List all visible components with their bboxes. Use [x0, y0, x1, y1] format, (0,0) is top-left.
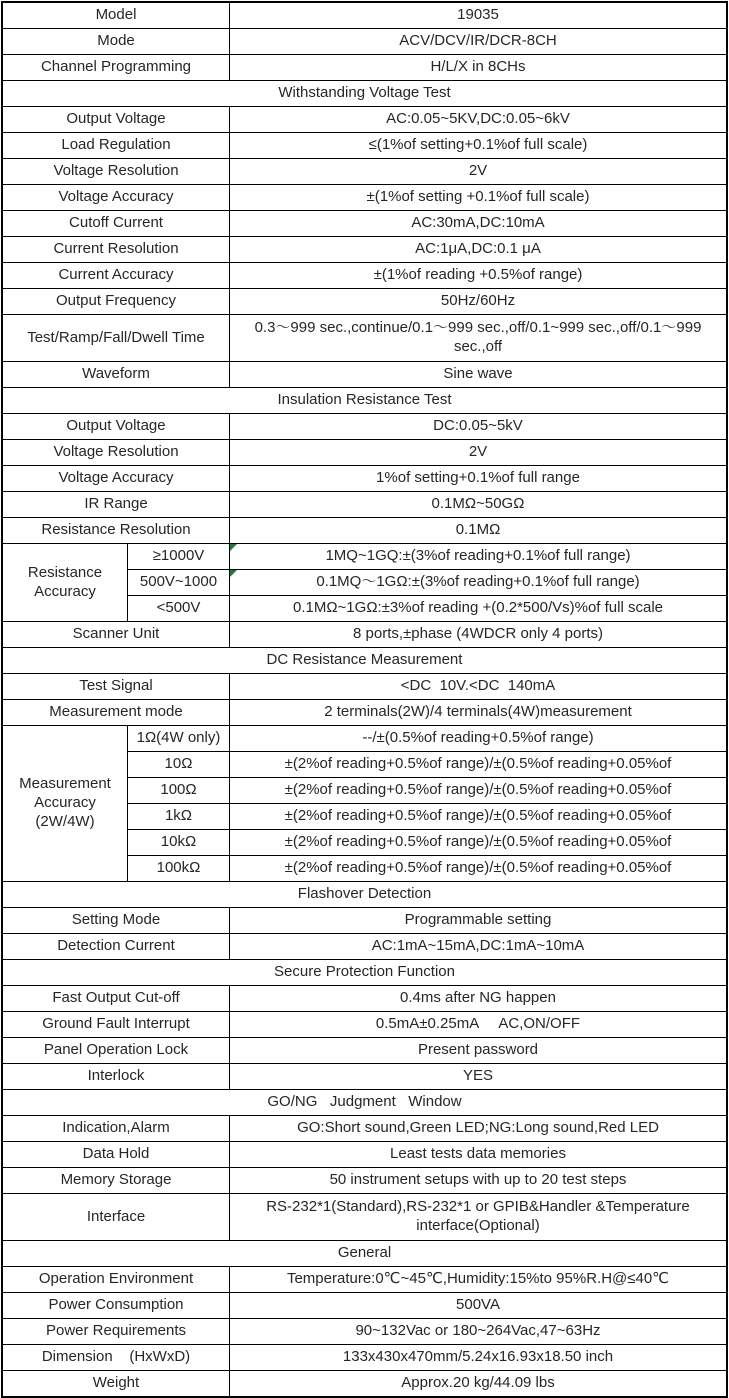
spec-row: [3, 414, 726, 440]
sub-value-cell: ±(2%of reading+0.5%of range)/±(0.5%of reading+0.05%of: [284, 859, 672, 877]
spec-label-cell: Test Signal: [3, 674, 230, 699]
spec-value-cell: DC:0.05~5kV: [433, 417, 523, 435]
group-subrow: [128, 856, 726, 881]
spec-label-cell: Fast Output Cut-off: [3, 986, 230, 1011]
spec-value-cell: 2 terminals(2W)/4 terminals(4W)measurement: [324, 703, 632, 721]
section-row: [3, 648, 726, 674]
spec-value-cell: 133x430x470mm/5.24x16.93x18.50 inch: [342, 1348, 614, 1366]
spec-value-cell: Approx.20 kg/44.09 lbs: [401, 1374, 555, 1392]
group-subrow: [128, 830, 726, 856]
spec-row: [3, 1116, 726, 1142]
spec-value-cell: Present password: [417, 1041, 539, 1059]
section-row: [3, 882, 726, 908]
spec-value-cell: 2V: [468, 162, 488, 180]
spec-value-cell: AC:1mA~15mA,DC:1mA~10mA: [371, 937, 585, 955]
spec-row: [3, 674, 726, 700]
spec-row: [3, 263, 726, 289]
spec-value-cell: AC:30mA,DC:10mA: [411, 214, 545, 232]
spec-label-cell: Voltage Accuracy: [3, 466, 230, 491]
spec-label-cell: Output Frequency: [3, 289, 230, 314]
green-corner-flag-icon: [230, 570, 237, 577]
group-subrow: [128, 544, 726, 570]
spec-value-cell: 50Hz/60Hz: [440, 292, 516, 310]
spec-value-cell: 0.1MΩ: [455, 521, 501, 539]
spec-row: [3, 1012, 726, 1038]
group-subrow: [128, 726, 726, 752]
spec-table: [1, 1, 728, 1398]
spec-label-cell: Power Consumption: [3, 1293, 230, 1318]
spec-row: [3, 185, 726, 211]
spec-value-cell: Sine wave: [443, 365, 513, 383]
spec-row: [3, 237, 726, 263]
spec-label-cell: Model: [3, 3, 230, 28]
spec-row: [3, 107, 726, 133]
spec-label-cell: Interlock: [3, 1064, 230, 1089]
spec-row: [3, 1293, 726, 1319]
spec-row: [3, 289, 726, 315]
spec-label-cell: Channel Programming: [3, 55, 230, 80]
spec-value-cell: 50 instrument setups with up to 20 test steps: [329, 1171, 627, 1189]
section-header: Withstanding Voltage Test: [278, 84, 451, 102]
spec-label-cell: Dimension (HxWxD): [3, 1345, 230, 1370]
spec-value-cell: ≤(1%of setting+0.1%of full scale): [368, 136, 588, 154]
spec-label-cell: Voltage Accuracy: [3, 185, 230, 210]
spec-row: [3, 1319, 726, 1345]
spec-label-cell: Measurement mode: [3, 700, 230, 725]
spec-group-row: [3, 544, 726, 622]
section-header: GO/NG Judgment Window: [267, 1093, 462, 1111]
spec-row: [3, 622, 726, 648]
section-row: [3, 81, 726, 107]
spec-value-cell: <DC 10V.<DC 140mA: [400, 677, 556, 695]
group-subrow: [128, 752, 726, 778]
section-header: Secure Protection Function: [274, 963, 455, 981]
group-subrows: [128, 544, 726, 621]
spec-label-cell: Data Hold: [3, 1142, 230, 1167]
sub-range-cell: ≥1000V: [128, 544, 230, 569]
spec-label-cell: Operation Environment: [3, 1267, 230, 1292]
spec-row: [3, 1371, 726, 1396]
sub-value-cell: --/±(0.5%of reading+0.5%of range): [362, 729, 594, 747]
sub-range-cell: <500V: [128, 596, 230, 621]
spec-row: [3, 1168, 726, 1194]
sub-range-cell: 100kΩ: [128, 856, 230, 881]
spec-row: [3, 1142, 726, 1168]
section-row: [3, 388, 726, 414]
group-subrows: [128, 726, 726, 881]
spec-value-cell: 90~132Vac or 180~264Vac,47~63Hz: [355, 1322, 601, 1340]
spec-row: [3, 908, 726, 934]
sub-range-cell: 1kΩ: [128, 804, 230, 829]
spec-label-cell: Output Voltage: [3, 414, 230, 439]
spec-label-cell: Test/Ramp/Fall/Dwell Time: [3, 315, 230, 361]
spec-value-cell: 0.5mA±0.25mA AC,ON/OFF: [375, 1015, 581, 1033]
group-subrow: [128, 804, 726, 830]
spec-label-cell: Current Accuracy: [3, 263, 230, 288]
spec-label-cell: Indication,Alarm: [3, 1116, 230, 1141]
spec-row: [3, 29, 726, 55]
spec-value-cell: YES: [462, 1067, 493, 1085]
spec-label-cell: Interface: [3, 1194, 230, 1240]
section-header: General: [337, 1244, 392, 1262]
spec-value-cell: ACV/DCV/IR/DCR-8CH: [399, 32, 557, 50]
spec-row: [3, 986, 726, 1012]
section-header: Insulation Resistance Test: [277, 391, 452, 409]
spec-value-cell: ±(1%of reading +0.5%of range): [373, 266, 583, 284]
spec-label-cell: Setting Mode: [3, 908, 230, 933]
sub-range-cell: 10Ω: [128, 752, 230, 777]
spec-label-cell: Weight: [3, 1371, 230, 1396]
spec-label-cell: Cutoff Current: [3, 211, 230, 236]
spec-label-cell: Current Resolution: [3, 237, 230, 262]
spec-label-cell: Voltage Resolution: [3, 440, 230, 465]
spec-value-cell: RS-232*1(Standard),RS-232*1 or GPIB&Handler &Temperature interface(Optional): [266, 1198, 694, 1234]
sub-value-cell: 1MQ~1GQ:±(3%of reading+0.1%of full range): [230, 544, 726, 569]
spec-row: [3, 440, 726, 466]
sub-value-cell: 0.1MΩ~1GΩ:±3%of reading +(0.2*500/Vs)%of full scale: [292, 599, 664, 617]
spec-row: [3, 315, 726, 362]
spec-group-row: [3, 726, 726, 882]
spec-value-cell: H/L/X in 8CHs: [430, 58, 526, 76]
spec-row: [3, 700, 726, 726]
spec-row: [3, 1064, 726, 1090]
spec-label-cell: Detection Current: [3, 934, 230, 959]
sub-value-cell: ±(2%of reading+0.5%of range)/±(0.5%of reading+0.05%of: [284, 781, 672, 799]
spec-label-cell: IR Range: [3, 492, 230, 517]
spec-label-cell: Ground Fault Interrupt: [3, 1012, 230, 1037]
group-label-cell: Measurement Accuracy (2W/4W): [3, 726, 128, 881]
group-subrow: [128, 778, 726, 804]
sub-value-cell: 0.1MQ～1GΩ:±(3%of reading+0.1%of full range): [230, 570, 726, 595]
spec-row: [3, 1267, 726, 1293]
spec-row: [3, 3, 726, 29]
sub-range-cell: 100Ω: [128, 778, 230, 803]
spec-row: [3, 362, 726, 388]
spec-row: [3, 211, 726, 237]
section-header: DC Resistance Measurement: [266, 651, 463, 669]
spec-value-cell: GO:Short sound,Green LED;NG:Long sound,Red LED: [297, 1119, 659, 1137]
spec-value-cell: 0.1MΩ~50GΩ: [431, 495, 525, 513]
spec-row: [3, 518, 726, 544]
group-subrow: [128, 596, 726, 621]
spec-label-cell: Waveform: [3, 362, 230, 387]
sub-range-cell: 500V~1000: [128, 570, 230, 595]
spec-label-cell: Output Voltage: [3, 107, 230, 132]
spec-value-cell: AC:0.05~5KV,DC:0.05~6kV: [386, 110, 570, 128]
section-row: [3, 1241, 726, 1267]
spec-value-cell: AC:1μA,DC:0.1 μA: [415, 240, 541, 258]
spec-row: [3, 492, 726, 518]
group-label-cell: Resistance Accuracy: [3, 544, 128, 621]
section-row: [3, 1090, 726, 1116]
spec-label-cell: Mode: [3, 29, 230, 54]
spec-row: [3, 55, 726, 81]
spec-row: [3, 1194, 726, 1241]
spec-label-cell: Resistance Resolution: [3, 518, 230, 543]
spec-row: [3, 466, 726, 492]
spec-row: [3, 934, 726, 960]
spec-value-cell: Programmable setting: [404, 911, 552, 929]
spec-value-cell: 1%of setting+0.1%of full range: [376, 469, 580, 487]
spec-label-cell: Memory Storage: [3, 1168, 230, 1193]
sub-range-cell: 1Ω(4W only): [128, 726, 230, 751]
spec-row: [3, 1345, 726, 1371]
spec-value-cell: ±(1%of setting +0.1%of full scale): [366, 188, 590, 206]
spec-row: [3, 133, 726, 159]
spec-label-cell: Panel Operation Lock: [3, 1038, 230, 1063]
spec-row: [3, 1038, 726, 1064]
section-row: [3, 960, 726, 986]
sub-value-cell: ±(2%of reading+0.5%of range)/±(0.5%of reading+0.05%of: [284, 807, 672, 825]
spec-value-cell: 0.3～999 sec.,continue/0.1～999 sec.,off/0.1~999 sec.,off/0.1～999 sec.,off: [254, 319, 706, 355]
section-header: Flashover Detection: [297, 885, 432, 903]
spec-value-cell: 2V: [468, 443, 488, 461]
spec-label-cell: Voltage Resolution: [3, 159, 230, 184]
spec-value-cell: Temperature:0℃~45℃,Humidity:15%to 95%R.H@≤40℃: [286, 1270, 670, 1288]
spec-value-cell: 500VA: [456, 1296, 500, 1314]
spec-value-cell: 0.4ms after NG happen: [400, 989, 556, 1007]
sub-range-cell: 10kΩ: [128, 830, 230, 855]
spec-label-cell: Load Regulation: [3, 133, 230, 158]
spec-value-cell: Least tests data memories: [390, 1145, 566, 1163]
sub-value-cell: ±(2%of reading+0.5%of range)/±(0.5%of reading+0.05%of: [284, 755, 672, 773]
spec-label-cell: Scanner Unit: [3, 622, 230, 647]
green-corner-flag-icon: [230, 544, 237, 551]
group-subrow: [128, 570, 726, 596]
sub-value-cell: ±(2%of reading+0.5%of range)/±(0.5%of reading+0.05%of: [284, 833, 672, 851]
spec-label-cell: Power Requirements: [3, 1319, 230, 1344]
spec-value-cell: 19035: [457, 6, 499, 24]
spec-row: [3, 159, 726, 185]
spec-value-cell: 8 ports,±phase (4WDCR only 4 ports): [353, 625, 603, 643]
